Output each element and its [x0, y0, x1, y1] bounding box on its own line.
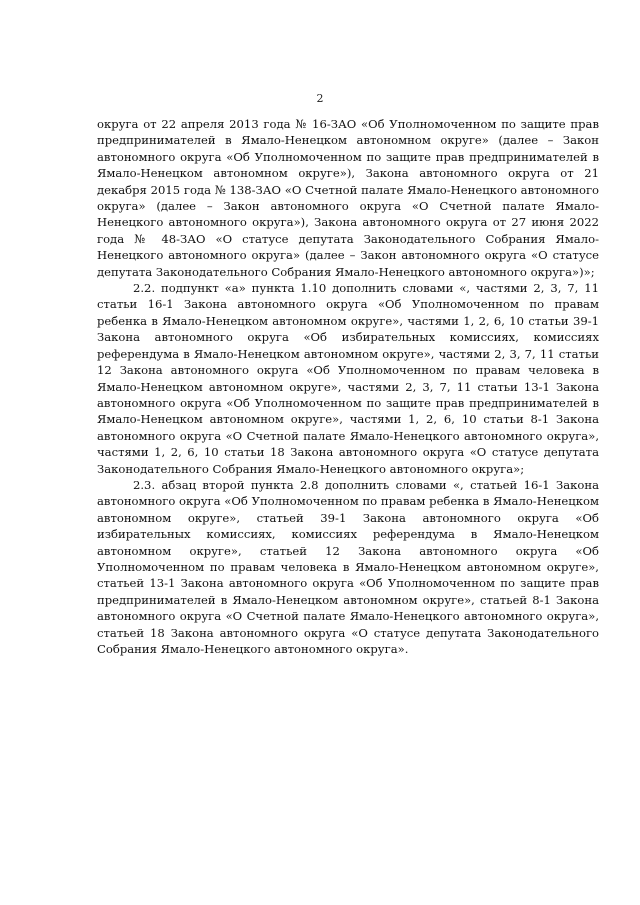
paragraph-2-2: 2.2. подпункт «а» пункта 1.10 дополнить словами «, частями 2, 3, 7, 11 статьи 16-1 Закона автономного округа «Об Уполномоченном по правам ребенка в Ямало-Ненецком автономном округе», частями 1, 2, 6, 10 статьи 39-1 Закона автономного округа «Об избирательных комиссиях, комиссиях референдума в Ямало-Ненецком автономном округе», частями 2, 3, 7, 11 статьи 12 Закона автономного округа «Об Уполномоченном по правам человека в Ямало-Ненецком автономном округе», частями 2, 3, 7, 11 статьи 13-1 Закона автономного округа «Об Уполномоченном по защите прав предпринимателей в Ямало-Ненецком автономном округе», частями 1, 2, 6, 10 статьи 8-1 Закона автономного округа «О Счетной палате Ямало-Ненецкого автономного округа», частями 1, 2, 6, 10 статьи 18 Закона автономного округа «О статусе депутата Законодательного Собрания Ямало-Ненецкого автономного округа»; — [97, 281, 599, 476]
document-body — [97, 116, 599, 657]
page-number: 2 — [316, 92, 324, 105]
paragraph-continuation: округа от 22 апреля 2013 года № 16-ЗАО «Об Уполномоченном по защите прав предпринимателей в Ямало-Ненецком автономном округе» (далее – Закон автономного округа «Об Уполномоченном по защите прав предпринимателей в Ямало-Ненецком автономном округе»), Закона автономного округа от 21 декабря 2015 года № 138-ЗАО «О Счетной палате Ямало-Ненецкого автономного округа» (далее – Закон автономного округа «О Счетной палате Ямало-Ненецкого автономного округа»), Закона автономного округа от 27 июня 2022 года № 48-ЗАО «О статусе депутата Законодательного Собрания Ямало-Ненецкого автономного округа» (далее – Закон автономного округа «О статусе депутата Законодательного Собрания Ямало-Ненецкого автономного округа»)»; — [97, 117, 599, 279]
paragraph-2-3: 2.3. абзац второй пункта 2.8 дополнить словами «, статьей 16-1 Закона автономного округа «Об Уполномоченном по правам ребенка в Ямало-Ненецком автономном округе», статьей 39-1 Закона автономного округа «Об избирательных комиссиях, комиссиях референдума в Ямало-Ненецком автономном округе», статьей 12 Закона автономного округа «Об Уполномоченном по правам человека в Ямало-Ненецком автономном округе», статьей 13-1 Закона автономного округа «Об Уполномоченном по защите прав предпринимателей в Ямало-Ненецком автономном округе», статьей 8-1 Закона автономного округа «О Счетной палате Ямало-Ненецкого автономного округа», статьей 18 Закона автономного округа «О статусе депутата Законодательного Собрания Ямало-Ненецкого автономного округа». — [97, 477, 599, 656]
